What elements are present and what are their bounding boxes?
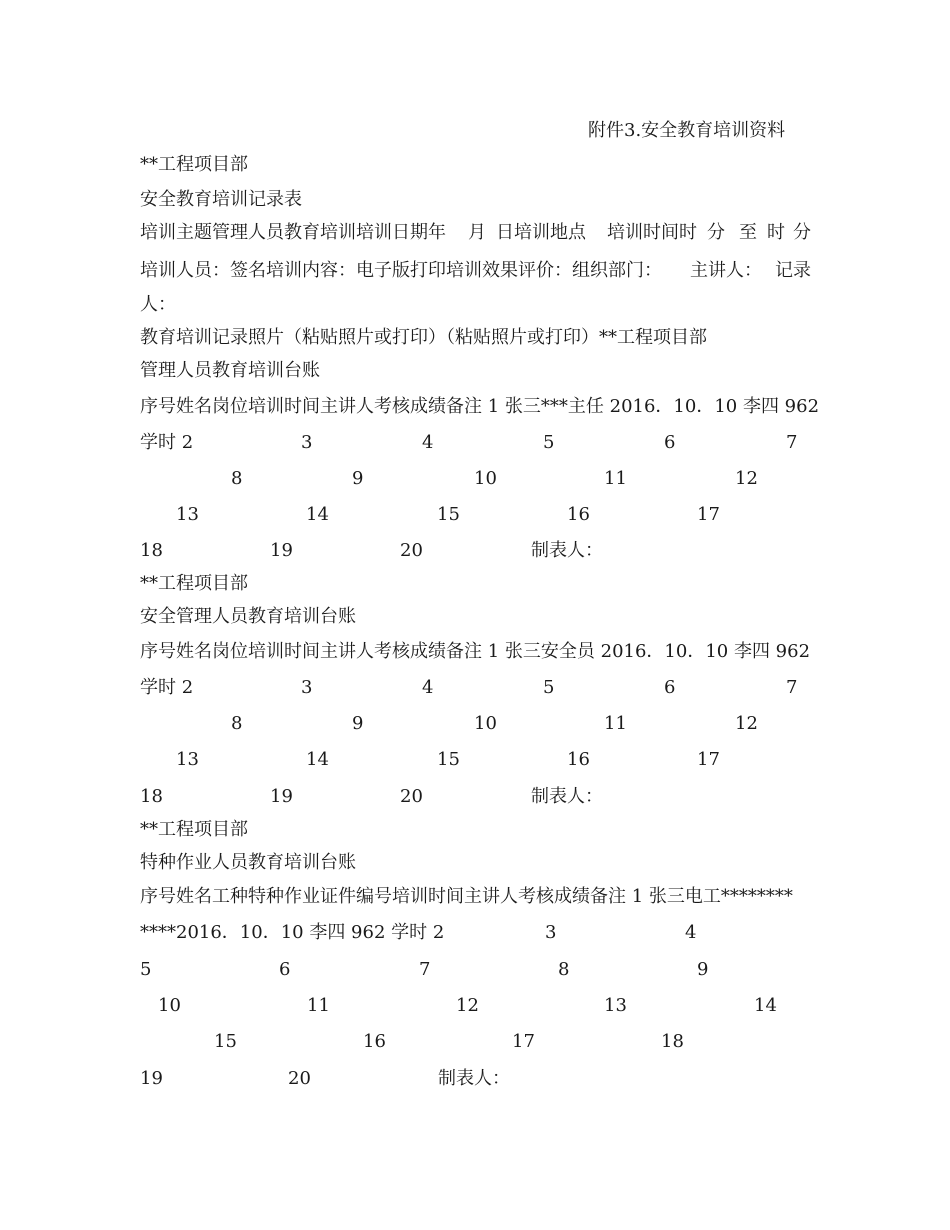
cell: 9 (352, 713, 364, 734)
cell: 17 (697, 504, 720, 525)
cell: 13 (176, 749, 199, 770)
project-name: **工程项目部 (140, 819, 248, 840)
text-segment: 培训主题管理人员教育培训培训日期年 (140, 222, 446, 243)
text-segment: 记录 (775, 260, 811, 281)
cell: 5 (140, 959, 152, 980)
cell: 5 (543, 432, 555, 453)
cell: 14 (306, 504, 329, 525)
attachment-title: 附件3.安全教育培训资料 (588, 120, 786, 141)
cell: 16 (567, 749, 590, 770)
cell: 20 (400, 540, 423, 561)
cell: 3 (545, 922, 557, 943)
ledger-title: 管理人员教育培训台账 (140, 360, 320, 381)
cell: 7 (786, 432, 798, 453)
cell: 学时 2 (140, 677, 194, 698)
cell: 17 (697, 749, 720, 770)
cell: 16 (363, 1031, 386, 1052)
ledger-title: 特种作业人员教育培训台账 (140, 852, 356, 873)
text-segment: 分 (707, 222, 725, 243)
photo-line: 教育培训记录照片（粘贴照片或打印）（粘贴照片或打印）**工程项目部 (140, 327, 707, 348)
cell: 9 (697, 959, 709, 980)
record-line-3: 人： (140, 294, 176, 315)
text-segment: 月 (468, 222, 486, 243)
text-segment: 日培训地点 (496, 222, 586, 243)
cell: 6 (664, 677, 676, 698)
cell: 15 (437, 504, 460, 525)
cell: 8 (231, 713, 243, 734)
cell: 20 (400, 786, 423, 807)
cell: 5 (543, 677, 555, 698)
cell: 14 (754, 995, 777, 1016)
cell: 18 (140, 540, 163, 561)
cell: 17 (512, 1031, 535, 1052)
cell: 8 (231, 468, 243, 489)
ledger-header: 序号姓名岗位培训时间主讲人考核成绩备注 1 张三***主任 2016．10．10 李四 962 (140, 396, 820, 417)
tabulator-label: 制表人： (438, 1068, 510, 1089)
cell: 4 (685, 922, 697, 943)
tabulator-label: 制表人： (531, 786, 603, 807)
cell: 11 (307, 995, 330, 1016)
text-segment: 至 (739, 222, 757, 243)
cell: 7 (786, 677, 798, 698)
cell: 10 (158, 995, 181, 1016)
cell: 15 (214, 1031, 237, 1052)
cell: 11 (604, 468, 627, 489)
cell: 6 (279, 959, 291, 980)
cell: 6 (664, 432, 676, 453)
text-segment: 培训人员：签名培训内容：电子版打印培训效果评价：组织部门： (140, 260, 662, 281)
cell: 19 (140, 1068, 163, 1089)
cell: 10 (474, 468, 497, 489)
cell: 10 (474, 713, 497, 734)
record-table-title: 安全教育培训记录表 (140, 189, 302, 210)
cell: 8 (558, 959, 570, 980)
project-name: **工程项目部 (140, 154, 248, 175)
project-name: **工程项目部 (140, 573, 248, 594)
cell: 14 (306, 749, 329, 770)
cell: 学时 2 (140, 432, 194, 453)
text-segment: 主讲人： (690, 260, 762, 281)
cell: 12 (735, 713, 758, 734)
text-segment: 时 (767, 222, 785, 243)
cell: 19 (270, 540, 293, 561)
cell: 4 (422, 432, 434, 453)
cell: 13 (604, 995, 627, 1016)
cell: 13 (176, 504, 199, 525)
cell: 9 (352, 468, 364, 489)
cell: 18 (661, 1031, 684, 1052)
cell: 15 (437, 749, 460, 770)
cell: 20 (288, 1068, 311, 1089)
cell: 4 (422, 677, 434, 698)
ledger-title: 安全管理人员教育培训台账 (140, 606, 356, 627)
text-segment: 分 (793, 222, 811, 243)
cell: 16 (567, 504, 590, 525)
cell: 11 (604, 713, 627, 734)
ledger-header: 序号姓名工种特种作业证件编号培训时间主讲人考核成绩备注 1 张三电工******** (140, 886, 793, 907)
cell: 3 (301, 432, 313, 453)
cell: 7 (419, 959, 431, 980)
cell: 3 (301, 677, 313, 698)
ledger-header: 序号姓名岗位培训时间主讲人考核成绩备注 1 张三安全员 2016．10．10 李四 962 (140, 641, 811, 662)
cell: 12 (735, 468, 758, 489)
cell: 12 (456, 995, 479, 1016)
text-segment: 培训时间时 (607, 222, 697, 243)
tabulator-label: 制表人： (531, 540, 603, 561)
cell: 18 (140, 786, 163, 807)
cell: 19 (270, 786, 293, 807)
cell: ****2016．10．10 李四 962 学时 2 (140, 922, 445, 943)
